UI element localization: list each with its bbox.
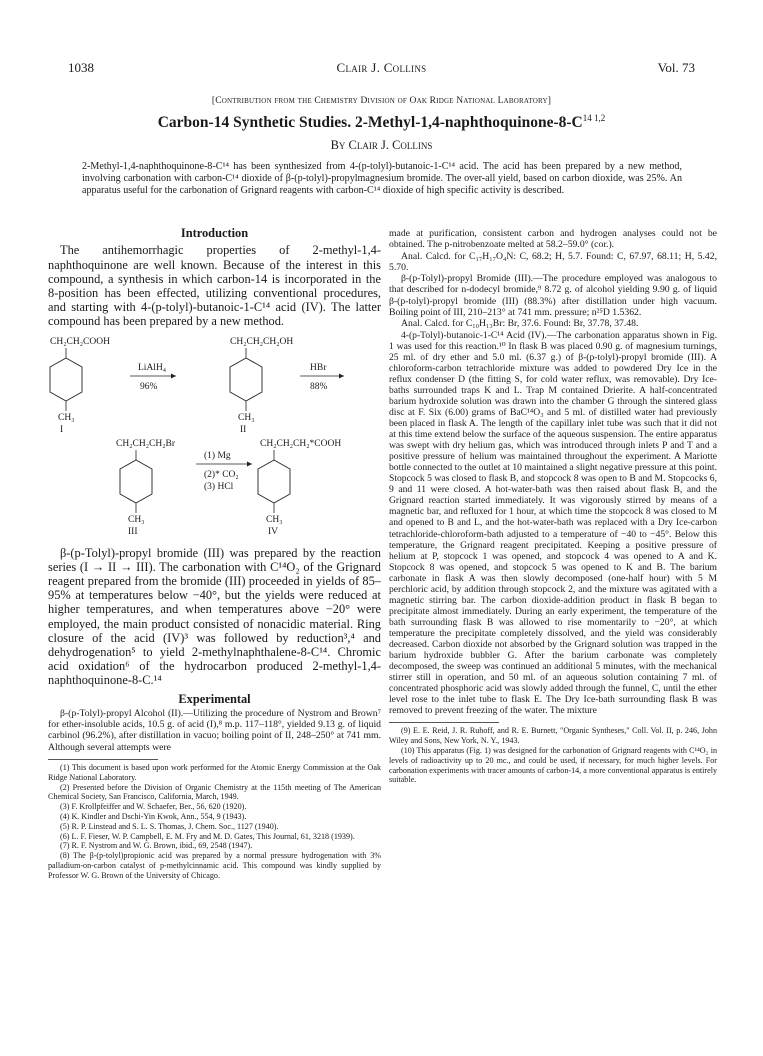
reagent-3-step-1: (1) Mg	[204, 450, 231, 461]
contribution-line: [Contribution from the Chemistry Division of Oak Ridge National Laboratory]	[211, 96, 552, 106]
analysis-2: Anal. Calcd. for C₁₀H₁₃Br: Br, 37.6. Found: Br, 37.78, 37.48.	[401, 318, 639, 330]
compound-1-number: I	[60, 424, 64, 435]
compound-1-substituent: CH₂CH₂COOH	[50, 336, 110, 347]
footnote: (1) This document is based upon work performed for the Atomic Energy Commission at the Oak Ridge National Laboratory.	[48, 763, 381, 782]
footnotes-right	[389, 726, 717, 785]
analysis-1: Anal. Calcd. for C₁₇H₁₇O₄N: C, 68.2; H, 5.7. Found: C, 67.97, 68.11; H, 5.42, 5.70.	[389, 250, 717, 273]
arrow-3-head	[247, 461, 252, 466]
compound-1-benzene-ring	[50, 358, 82, 401]
compound-3-benzene-ring	[120, 460, 152, 503]
compound-2-methyl: CH₃	[238, 412, 255, 423]
introduction-paragraph: The antihemorrhagic properties of 2-methyl-1,4-naphthoquinone are well known. Because of the interest in this compound, a synthesis in which carbon-14 is incorporated in the 8-position has been effected, utilizing conventional procedures, and starting with 4-(p-tolyl)-butanoic-1-C¹⁴ acid (IV). The latter compound has been prepared by a new method.	[48, 243, 381, 329]
page-number: 1038	[68, 60, 94, 75]
article-title-superscript: 14 1,2	[582, 113, 606, 123]
footnote: (6) L. F. Fieser, W. P. Campbell, E. M. Fry and M. D. Gates, This Journal, 61, 3218 (1939).	[60, 831, 355, 841]
introduction-heading: Introduction	[180, 226, 249, 240]
compound-3-methyl: CH₃	[128, 514, 145, 525]
compound-3-number: III	[128, 526, 138, 537]
compound-4-number: IV	[268, 526, 279, 537]
footnote: (10) This apparatus (Fig. 1) was designed for the carbonation of Grignard reagents with C¹⁴O₂ in levels of radioactivity up to 20 mc., and could be used, if necessary, for much higher levels. For carbonation experiments with tracer amounts of carbon-14, a more conventional apparatus is entirely suitable.	[389, 745, 717, 785]
compound-4-substituent: CH₂CH₂CH₂*COOH	[260, 438, 342, 449]
yield-1-label: 96%	[140, 381, 158, 392]
arrow-1-head	[171, 373, 176, 378]
right-column	[389, 228, 717, 785]
right-paragraph-continued: made at purification, consistent carbon and hydrogen analyses could not be obtained. The p-nitrobenzoate melted at 58.2–59.0° (cor.).	[389, 228, 717, 251]
carbonation-procedure: 4-(p-Tolyl)-butanoic-1-C¹⁴ Acid (IV).—The carbonation apparatus shown in Fig. 1 was used for this reaction.¹⁰ In flask B was placed 0.90 g. of magnesium turnings, 25 ml. of dry ether and 5.0 ml. (6.37 g.) of β-(p-tolyl)-propyl bromide (III). A chloroform-carbon tetrachloride mixture was added to powdered Dry Ice in the reflux condenser D (the fitting S, for cold water reflux, was removable). Dry Ice-baths surrounded traps K and L. Trap M contained Drierite. A half-concentrated barium hydroxide solution was drawn into the chamber G through the sintered glass disc at F. Six (6.00) grams of BaC¹⁴O₃ and 5 ml. of distilled water had previously been placed in flask A. The length of the capillary inlet tube was such that it did not at this time extend below the surface of the aqueous suspension. The entire apparatus was swept with dry helium gas, which was introduced through inlets P and T and a positive pressure of helium was maintained throughout the experiment. A Mariotte bottle connected to the outlet at 10 maintained a slight negative pressure at this point. Stopcock 5 was closed to flask B, and stopcock 8 was open to B and M. Stopcocks 6, 9 and 11 were closed. A hot-water-bath was then raised about flask B, and the Grignard reaction started immediately. It was vigorously stirred by means of a magnetic bar, and refluxed for 1 hour, at which time the stopcock 8 was closed to M and opened to B and L, and the hot-water-bath was replaced with a Dry Ice-carbon tetrachloride-chloroform-bath adjusted to a temperature of −40 to −45°. Below this temperature, the Grignard reagent precipitated. Keeping a positive pressure of helium at P, stopcock 1 was opened, and stopcock 4 was opened to A and K. Stopcock 8 was opened, and stopcock 5 was opened to K and B. The barium carbonate in flask A was then slowly decomposed (one-half hour) with 5 M perchloric acid, by addition through stopcock 2, and the mixture was agitated with a magnetic stirring bar. The carbon dioxide-addition product in flask B began to precipitate almost immediately. During an early experiment, the temperature of the bath surrounding flask B was allowed to rise momentarily to −20°, at which temperature the precipitate completely dissolved, and the yield was considerably decreased. Carbon dioxide not absorbed by the Grignard solution was trapped in the barium hydroxide bubbler G. After the barium carbonate was completely decomposed, the sweep was continued an additional 5 minutes, with the mechanical stirrer still in operation, and 50 ml. of an aqueous solution containing 7 ml. of concentrated phosphoric acid was slowly added through the funnel, C, until the ether level rose to the inlet tube to flask E. The Dry Ice-bath surrounding flask B was removed to prevent freezing of the water. The mixture	[389, 329, 717, 717]
article-title-text: Carbon-14 Synthetic Studies. 2-Methyl-1,4-naphthoquinone-8-C	[157, 114, 583, 132]
reaction-scheme	[48, 334, 381, 544]
running-header	[68, 60, 695, 76]
reagent-3-step-3: (3) HCl	[204, 481, 234, 492]
experimental-heading: Experimental	[178, 691, 251, 706]
footnote-rule-right	[389, 722, 499, 723]
compound-3-substituent: CH₂CH₂CH₂Br	[116, 438, 176, 449]
abstract: 2-Methyl-1,4-naphthoquinone-8-C¹⁴ has been synthesized from 4-(p-tolyl)-butanoic-1-C¹⁴ acid. The acid has been prepared by a new method, involving carbonation with carbon-C¹⁴ dioxide of β-(p-tolyl)-propylmagnesium bromide. The over-all yield, based on carbon dioxide, was 25%. An apparatus useful for the carbonation of Grignard reagents with carbon-C¹⁴ dioxide of high specific activity is described.	[82, 161, 682, 196]
compound-2-substituent: CH₂CH₂CH₂OH	[230, 336, 294, 347]
footnote: (8) The β-(p-tolyl)propionic acid was prepared by a normal pressure hydrogenation with 3% palladium-on-carbon catalyst of p-methylcinnamic acid. This compound was kindly supplied by Professor W. G. Brown of the University of Chicago.	[48, 851, 381, 880]
footnote: (3) F. Krollpfeiffer and W. Schaefer, Ber., 56, 620 (1920).	[60, 802, 247, 812]
reagent-1-label: LiAlH₄	[138, 362, 167, 373]
reagent-2-label: HBr	[310, 362, 327, 373]
footnote-rule	[48, 759, 158, 760]
left-column	[48, 228, 381, 881]
compound-1-methyl: CH₃	[58, 412, 75, 423]
compound-4-benzene-ring	[258, 460, 290, 503]
footnote: (7) R. F. Nystrom and W. G. Brown, ibid., 69, 2548 (1947).	[60, 841, 253, 851]
reagent-3-step-2: (2)* CO₂	[204, 469, 239, 480]
footnotes-left	[48, 763, 381, 881]
footnote: (4) K. Kindler and Dschi-Yin Kwok, Ann., 554, 9 (1943).	[60, 812, 247, 822]
footnote: (2) Presented before the Division of Organic Chemistry at the 115th meeting of The American Chemical Society, San Francisco, California, March, 1949.	[48, 782, 381, 802]
running-author: Clair J. Collins	[336, 60, 427, 75]
bromide-procedure: β-(p-Tolyl)-propyl Bromide (III).—The procedure employed was analogous to that described for n-dodecyl bromide,⁹ 8.72 g. of alcohol yielding 9.90 g. of liquid β-(p-tolyl)-propyl bromide (III) (88.3%) after distillation under high vacuum. Boiling point of III, 210–213° at 741 mm. pressure; n²⁵D 1.5362.	[389, 273, 717, 319]
footnote: (5) R. P. Linstead and S. L. S. Thomas, J. Chem. Soc., 1127 (1940).	[60, 821, 279, 831]
author-byline: By Clair J. Collins	[330, 138, 433, 152]
yield-2-label: 88%	[310, 381, 328, 392]
introduction-paragraph-2: β-(p-Tolyl)-propyl bromide (III) was prepared by the reaction series (I → II → III). The carbonation with C¹⁴O₂ of the Grignard reagent prepared from the bromide (III) proceeded in yields of 85–95% at temperatures below −40°, but the yields were reduced at higher temperatures, and when temperatures above −20° were employed, the main product consisted of nonacidic material. Ring closure of the acid (IV)³ was followed by reduction³,⁴ and dehydrogenation⁵ to yield 2-methylnaphthalene-8-C¹⁴. Chromic acid oxidation⁶ of the hydrocarbon produced 2-methyl-1,4-naphthoquinone-8-C.¹⁴	[48, 545, 381, 688]
compound-2-benzene-ring	[230, 358, 262, 401]
footnote: (9) E. E. Reid, J. R. Ruhoff, and R. E. Burnett, "Organic Syntheses," Coll. Vol. II, p. 246, John Wiley and Sons, New York, N. Y., 1943.	[389, 726, 717, 746]
compound-4-methyl: CH₃	[266, 514, 283, 525]
article-title	[0, 113, 763, 132]
volume-label: Vol. 73	[657, 60, 695, 75]
experimental-paragraph: β-(p-Tolyl)-propyl Alcohol (II).—Utilizing the procedure of Nystrom and Brown⁷ for ether-insoluble acids, 10.5 g. of acid (I),⁸ m.p. 117–118°, yielded 9.13 g. of liquid carbinol (96.2%), after distillation in vacuo; boiling point of II, 248–250° at 741 mm. Although several attempts were	[48, 707, 381, 753]
compound-2-number: II	[240, 424, 247, 435]
arrow-2-head	[339, 373, 344, 378]
